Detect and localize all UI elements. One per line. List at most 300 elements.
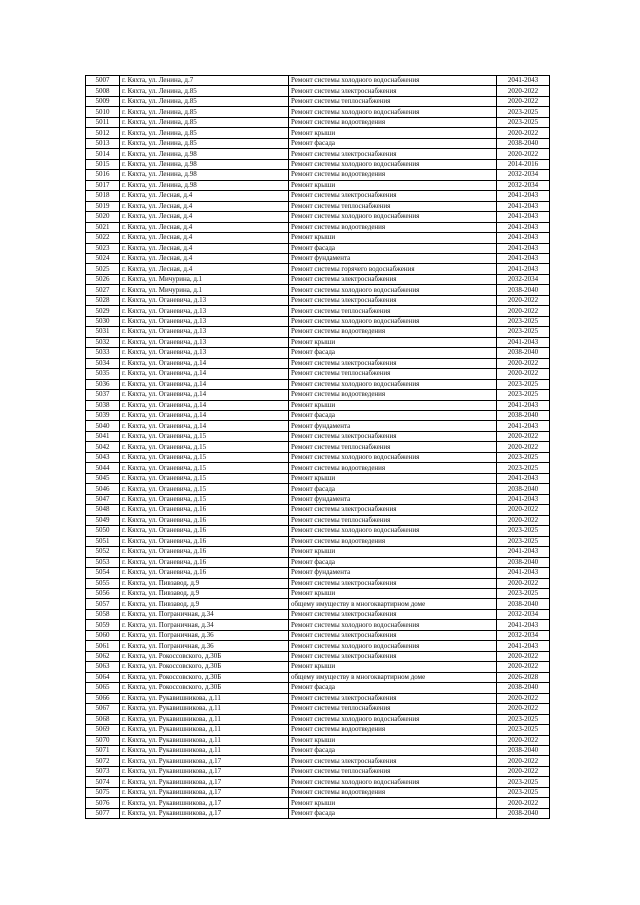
row-number-cell: 5047 — [86, 494, 120, 504]
address-cell: г. Кяхта, ул. Оганевича, д.16 — [120, 536, 289, 546]
row-number-cell: 5015 — [86, 159, 120, 169]
work-type-cell: Ремонт системы водоотведения — [289, 390, 497, 400]
table-row — [86, 107, 550, 117]
row-number-cell: 5024 — [86, 253, 120, 263]
table-body — [86, 76, 550, 819]
years-cell: 2041-2043 — [497, 641, 550, 651]
table-row — [86, 159, 550, 169]
work-type-cell: Ремонт крыши — [289, 798, 497, 808]
row-number-cell: 5055 — [86, 578, 120, 588]
row-number-cell: 5020 — [86, 212, 120, 222]
address-cell: г. Кяхта, ул. Ленина, д.85 — [120, 96, 289, 106]
years-cell: 2041-2043 — [497, 473, 550, 483]
address-cell: г. Кяхта, ул. Оганевича, д.16 — [120, 515, 289, 525]
work-type-cell: Ремонт системы холодного водоснабжения — [289, 379, 497, 389]
work-type-cell: Ремонт системы холодного водоснабжения — [289, 76, 497, 86]
address-cell: г. Кяхта, ул. Мичурина, д.1 — [120, 274, 289, 284]
address-cell: г. Кяхта, ул. Пивзавод, д.9 — [120, 578, 289, 588]
address-cell: г. Кяхта, ул. Рокоссовского, д.30Б — [120, 651, 289, 661]
table-row — [86, 264, 550, 274]
years-cell: 2020-2022 — [497, 662, 550, 672]
table-row — [86, 536, 550, 546]
address-cell: г. Кяхта, ул. Рукавишникова, д.11 — [120, 704, 289, 714]
address-cell: г. Кяхта, ул. Оганевича, д.15 — [120, 442, 289, 452]
address-cell: г. Кяхта, ул. Пивзавод, д.9 — [120, 588, 289, 598]
table-row — [86, 609, 550, 619]
row-number-cell: 5072 — [86, 756, 120, 766]
work-type-cell: Ремонт системы теплоснабжения — [289, 369, 497, 379]
table-row — [86, 557, 550, 567]
address-cell: г. Кяхта, ул. Оганевича, д.15 — [120, 463, 289, 473]
row-number-cell: 5051 — [86, 536, 120, 546]
row-number-cell: 5017 — [86, 180, 120, 190]
table-row — [86, 295, 550, 305]
address-cell: г. Кяхта, ул. Лесная, д.4 — [120, 191, 289, 201]
table-row — [86, 630, 550, 640]
table-row — [86, 672, 550, 682]
years-cell: 2023-2025 — [497, 777, 550, 787]
address-cell: г. Кяхта, ул. Лесная, д.4 — [120, 264, 289, 274]
work-type-cell: Ремонт системы электроснабжения — [289, 651, 497, 661]
table-row — [86, 588, 550, 598]
row-number-cell: 5040 — [86, 421, 120, 431]
address-cell: г. Кяхта, ул. Оганевича, д.13 — [120, 348, 289, 358]
address-cell: г. Кяхта, ул. Ленина, д.7 — [120, 76, 289, 86]
years-cell: 2038-2040 — [497, 808, 550, 818]
table-row — [86, 693, 550, 703]
work-type-cell: Ремонт системы холодного водоснабжения — [289, 714, 497, 724]
address-cell: г. Кяхта, ул. Рукавишникова, д.17 — [120, 787, 289, 797]
address-cell: г. Кяхта, ул. Оганевича, д.16 — [120, 557, 289, 567]
work-type-cell: Ремонт системы теплоснабжения — [289, 96, 497, 106]
work-type-cell: Ремонт системы водоотведения — [289, 463, 497, 473]
row-number-cell: 5050 — [86, 526, 120, 536]
table-row — [86, 369, 550, 379]
row-number-cell: 5076 — [86, 798, 120, 808]
table-row — [86, 233, 550, 243]
table-row — [86, 149, 550, 159]
years-cell: 2020-2022 — [497, 86, 550, 96]
work-type-cell: Ремонт фундамента — [289, 494, 497, 504]
years-cell: 2020-2022 — [497, 735, 550, 745]
table-row — [86, 337, 550, 347]
address-cell: г. Кяхта, ул. Лесная, д.4 — [120, 201, 289, 211]
years-cell: 2041-2043 — [497, 253, 550, 263]
table-row — [86, 327, 550, 337]
row-number-cell: 5061 — [86, 641, 120, 651]
work-type-cell: Ремонт системы холодного водоснабжения — [289, 159, 497, 169]
row-number-cell: 5021 — [86, 222, 120, 232]
row-number-cell: 5046 — [86, 484, 120, 494]
row-number-cell: 5077 — [86, 808, 120, 818]
table-row — [86, 808, 550, 818]
table-row — [86, 798, 550, 808]
table-row — [86, 505, 550, 515]
address-cell: г. Кяхта, ул. Рокоссовского, д.30Б — [120, 683, 289, 693]
years-cell: 2038-2040 — [497, 557, 550, 567]
address-cell: г. Кяхта, ул. Ленина, д.85 — [120, 128, 289, 138]
years-cell: 2020-2022 — [497, 306, 550, 316]
row-number-cell: 5053 — [86, 557, 120, 567]
row-number-cell: 5071 — [86, 746, 120, 756]
address-cell: г. Кяхта, ул. Пограничная, д.34 — [120, 609, 289, 619]
row-number-cell: 5043 — [86, 452, 120, 462]
address-cell: г. Кяхта, ул. Ленина, д.85 — [120, 117, 289, 127]
table-row — [86, 379, 550, 389]
work-type-cell: Ремонт фасада — [289, 808, 497, 818]
table-row — [86, 274, 550, 284]
row-number-cell: 5019 — [86, 201, 120, 211]
row-number-cell: 5052 — [86, 547, 120, 557]
years-cell: 2038-2040 — [497, 599, 550, 609]
address-cell: г. Кяхта, ул. Рукавишникова, д.11 — [120, 693, 289, 703]
years-cell: 2041-2043 — [497, 233, 550, 243]
table-row — [86, 704, 550, 714]
work-type-cell: Ремонт фасада — [289, 411, 497, 421]
years-cell: 2023-2025 — [497, 327, 550, 337]
row-number-cell: 5037 — [86, 390, 120, 400]
row-number-cell: 5069 — [86, 725, 120, 735]
address-cell: г. Кяхта, ул. Рукавишникова, д.17 — [120, 756, 289, 766]
address-cell: г. Кяхта, ул. Оганевича, д.14 — [120, 411, 289, 421]
work-type-cell: Ремонт фундамента — [289, 568, 497, 578]
work-type-cell: общему имуществу в многоквартирном доме — [289, 599, 497, 609]
years-cell: 2020-2022 — [497, 442, 550, 452]
row-number-cell: 5010 — [86, 107, 120, 117]
address-cell: г. Кяхта, ул. Оганевича, д.13 — [120, 306, 289, 316]
work-type-cell: Ремонт системы горячего водоснабжения — [289, 264, 497, 274]
table-row — [86, 683, 550, 693]
years-cell: 2020-2022 — [497, 704, 550, 714]
work-type-cell: Ремонт системы водоотведения — [289, 327, 497, 337]
address-cell: г. Кяхта, ул. Ленина, д.98 — [120, 170, 289, 180]
work-type-cell: Ремонт системы холодного водоснабжения — [289, 316, 497, 326]
address-cell: г. Кяхта, ул. Рукавишникова, д.17 — [120, 766, 289, 776]
table-row — [86, 662, 550, 672]
address-cell: г. Кяхта, ул. Рукавишникова, д.11 — [120, 746, 289, 756]
row-number-cell: 5013 — [86, 138, 120, 148]
table-row — [86, 526, 550, 536]
work-type-cell: Ремонт системы электроснабжения — [289, 609, 497, 619]
work-type-cell: Ремонт системы водоотведения — [289, 222, 497, 232]
work-type-cell: Ремонт системы электроснабжения — [289, 431, 497, 441]
row-number-cell: 5034 — [86, 358, 120, 368]
work-type-cell: Ремонт системы водоотведения — [289, 170, 497, 180]
address-cell: г. Кяхта, ул. Пограничная, д.36 — [120, 641, 289, 651]
address-cell: г. Кяхта, ул. Ленина, д.98 — [120, 149, 289, 159]
work-type-cell: Ремонт системы электроснабжения — [289, 149, 497, 159]
table-row — [86, 76, 550, 86]
work-type-cell: Ремонт фасада — [289, 138, 497, 148]
row-number-cell: 5007 — [86, 76, 120, 86]
years-cell: 2023-2025 — [497, 316, 550, 326]
row-number-cell: 5057 — [86, 599, 120, 609]
work-type-cell: Ремонт системы холодного водоснабжения — [289, 107, 497, 117]
address-cell: г. Кяхта, ул. Оганевича, д.14 — [120, 379, 289, 389]
work-type-cell: Ремонт системы электроснабжения — [289, 295, 497, 305]
row-number-cell: 5030 — [86, 316, 120, 326]
work-type-cell: Ремонт системы электроснабжения — [289, 756, 497, 766]
work-type-cell: Ремонт системы холодного водоснабжения — [289, 285, 497, 295]
table-row — [86, 714, 550, 724]
row-number-cell: 5059 — [86, 620, 120, 630]
table-row — [86, 180, 550, 190]
address-cell: г. Кяхта, ул. Рукавишникова, д.17 — [120, 777, 289, 787]
years-cell: 2023-2025 — [497, 379, 550, 389]
table-row — [86, 641, 550, 651]
years-cell: 2041-2043 — [497, 421, 550, 431]
address-cell: г. Кяхта, ул. Оганевича, д.14 — [120, 369, 289, 379]
work-type-cell: Ремонт системы электроснабжения — [289, 191, 497, 201]
work-type-cell: Ремонт крыши — [289, 180, 497, 190]
years-cell: 2041-2043 — [497, 264, 550, 274]
work-type-cell: Ремонт системы теплоснабжения — [289, 442, 497, 452]
years-cell: 2041-2043 — [497, 191, 550, 201]
table-row — [86, 400, 550, 410]
address-cell: г. Кяхта, ул. Пивзавод, д.9 — [120, 599, 289, 609]
table-row — [86, 316, 550, 326]
table-row — [86, 787, 550, 797]
row-number-cell: 5026 — [86, 274, 120, 284]
row-number-cell: 5075 — [86, 787, 120, 797]
table-row — [86, 253, 550, 263]
address-cell: г. Кяхта, ул. Оганевича, д.14 — [120, 421, 289, 431]
table-row — [86, 515, 550, 525]
row-number-cell: 5025 — [86, 264, 120, 274]
years-cell: 2020-2022 — [497, 369, 550, 379]
table-row — [86, 243, 550, 253]
table-row — [86, 358, 550, 368]
address-cell: г. Кяхта, ул. Оганевича, д.14 — [120, 358, 289, 368]
work-type-cell: Ремонт системы холодного водоснабжения — [289, 641, 497, 651]
years-cell: 2041-2043 — [497, 76, 550, 86]
address-cell: г. Кяхта, ул. Оганевича, д.15 — [120, 431, 289, 441]
years-cell: 2020-2022 — [497, 651, 550, 661]
years-cell: 2020-2022 — [497, 358, 550, 368]
address-cell: г. Кяхта, ул. Рукавишникова, д.11 — [120, 735, 289, 745]
years-cell: 2038-2040 — [497, 285, 550, 295]
row-number-cell: 5060 — [86, 630, 120, 640]
address-cell: г. Кяхта, ул. Рокоссовского, д.30Б — [120, 662, 289, 672]
row-number-cell: 5022 — [86, 233, 120, 243]
years-cell: 2041-2043 — [497, 400, 550, 410]
work-type-cell: Ремонт системы водоотведения — [289, 536, 497, 546]
work-type-cell: Ремонт крыши — [289, 400, 497, 410]
row-number-cell: 5073 — [86, 766, 120, 776]
years-cell: 2023-2025 — [497, 526, 550, 536]
row-number-cell: 5058 — [86, 609, 120, 619]
row-number-cell: 5011 — [86, 117, 120, 127]
work-type-cell: Ремонт системы электроснабжения — [289, 274, 497, 284]
address-cell: г. Кяхта, ул. Оганевича, д.14 — [120, 400, 289, 410]
work-type-cell: Ремонт системы холодного водоснабжения — [289, 526, 497, 536]
work-type-cell: Ремонт системы водоотведения — [289, 725, 497, 735]
table-row — [86, 777, 550, 787]
work-type-cell: Ремонт крыши — [289, 662, 497, 672]
years-cell: 2020-2022 — [497, 756, 550, 766]
table-row — [86, 547, 550, 557]
table-row — [86, 484, 550, 494]
repair-schedule-table — [85, 75, 550, 819]
table-row — [86, 463, 550, 473]
years-cell: 2032-2034 — [497, 180, 550, 190]
row-number-cell: 5074 — [86, 777, 120, 787]
table-row — [86, 766, 550, 776]
years-cell: 2020-2022 — [497, 431, 550, 441]
row-number-cell: 5065 — [86, 683, 120, 693]
address-cell: г. Кяхта, ул. Оганевича, д.15 — [120, 484, 289, 494]
address-cell: г. Кяхта, ул. Мичурина, д.1 — [120, 285, 289, 295]
table-row — [86, 117, 550, 127]
row-number-cell: 5008 — [86, 86, 120, 96]
table-row — [86, 390, 550, 400]
table-row — [86, 442, 550, 452]
work-type-cell: Ремонт системы холодного водоснабжения — [289, 620, 497, 630]
years-cell: 2020-2022 — [497, 766, 550, 776]
work-type-cell: Ремонт фундамента — [289, 253, 497, 263]
work-type-cell: Ремонт системы холодного водоснабжения — [289, 777, 497, 787]
table-row — [86, 411, 550, 421]
years-cell: 2032-2034 — [497, 274, 550, 284]
table-row — [86, 191, 550, 201]
table-row — [86, 746, 550, 756]
years-cell: 2023-2025 — [497, 452, 550, 462]
address-cell: г. Кяхта, ул. Ленина, д.85 — [120, 138, 289, 148]
years-cell: 2041-2043 — [497, 337, 550, 347]
years-cell: 2020-2022 — [497, 798, 550, 808]
row-number-cell: 5056 — [86, 588, 120, 598]
table-row — [86, 128, 550, 138]
row-number-cell: 5038 — [86, 400, 120, 410]
years-cell: 2041-2043 — [497, 212, 550, 222]
work-type-cell: Ремонт системы водоотведения — [289, 117, 497, 127]
years-cell: 2038-2040 — [497, 138, 550, 148]
table-row — [86, 348, 550, 358]
years-cell: 2020-2022 — [497, 96, 550, 106]
row-number-cell: 5041 — [86, 431, 120, 441]
work-type-cell: Ремонт крыши — [289, 588, 497, 598]
address-cell: г. Кяхта, ул. Оганевича, д.13 — [120, 327, 289, 337]
work-type-cell: Ремонт системы электроснабжения — [289, 578, 497, 588]
years-cell: 2038-2040 — [497, 683, 550, 693]
work-type-cell: Ремонт фасада — [289, 557, 497, 567]
row-number-cell: 5031 — [86, 327, 120, 337]
row-number-cell: 5039 — [86, 411, 120, 421]
row-number-cell: 5064 — [86, 672, 120, 682]
work-type-cell: Ремонт фундамента — [289, 421, 497, 431]
years-cell: 2023-2025 — [497, 463, 550, 473]
address-cell: г. Кяхта, ул. Лесная, д.4 — [120, 243, 289, 253]
years-cell: 2041-2043 — [497, 547, 550, 557]
work-type-cell: Ремонт системы холодного водоснабжения — [289, 452, 497, 462]
years-cell: 2041-2043 — [497, 243, 550, 253]
work-type-cell: Ремонт системы теплоснабжения — [289, 306, 497, 316]
address-cell: г. Кяхта, ул. Оганевича, д.16 — [120, 505, 289, 515]
work-type-cell: Ремонт системы электроснабжения — [289, 693, 497, 703]
table-row — [86, 306, 550, 316]
work-type-cell: Ремонт системы теплоснабжения — [289, 766, 497, 776]
work-type-cell: Ремонт крыши — [289, 473, 497, 483]
work-type-cell: Ремонт системы водоотведения — [289, 787, 497, 797]
address-cell: г. Кяхта, ул. Рокоссовского, д.30Б — [120, 672, 289, 682]
row-number-cell: 5032 — [86, 337, 120, 347]
address-cell: г. Кяхта, ул. Оганевича, д.15 — [120, 452, 289, 462]
row-number-cell: 5028 — [86, 295, 120, 305]
address-cell: г. Кяхта, ул. Ленина, д.98 — [120, 159, 289, 169]
work-type-cell: Ремонт фасада — [289, 243, 497, 253]
years-cell: 2023-2025 — [497, 588, 550, 598]
table-row — [86, 201, 550, 211]
address-cell: г. Кяхта, ул. Оганевича, д.16 — [120, 568, 289, 578]
address-cell: г. Кяхта, ул. Оганевича, д.13 — [120, 337, 289, 347]
table-row — [86, 568, 550, 578]
table-row — [86, 725, 550, 735]
work-type-cell: Ремонт фасада — [289, 348, 497, 358]
address-cell: г. Кяхта, ул. Ленина, д.85 — [120, 107, 289, 117]
row-number-cell: 5018 — [86, 191, 120, 201]
years-cell: 2041-2043 — [497, 568, 550, 578]
work-type-cell: Ремонт фасада — [289, 484, 497, 494]
table-row — [86, 431, 550, 441]
document-page — [85, 75, 550, 819]
years-cell: 2038-2040 — [497, 484, 550, 494]
table-row — [86, 212, 550, 222]
years-cell: 2038-2040 — [497, 746, 550, 756]
years-cell: 2026-2028 — [497, 672, 550, 682]
row-number-cell: 5035 — [86, 369, 120, 379]
table-row — [86, 620, 550, 630]
row-number-cell: 5036 — [86, 379, 120, 389]
table-row — [86, 421, 550, 431]
table-row — [86, 578, 550, 588]
row-number-cell: 5044 — [86, 463, 120, 473]
work-type-cell: Ремонт фасада — [289, 683, 497, 693]
years-cell: 2038-2040 — [497, 411, 550, 421]
row-number-cell: 5014 — [86, 149, 120, 159]
years-cell: 2023-2025 — [497, 787, 550, 797]
address-cell: г. Кяхта, ул. Лесная, д.4 — [120, 222, 289, 232]
work-type-cell: Ремонт системы теплоснабжения — [289, 704, 497, 714]
years-cell: 2023-2025 — [497, 725, 550, 735]
work-type-cell: Ремонт системы электроснабжения — [289, 505, 497, 515]
years-cell: 2041-2043 — [497, 494, 550, 504]
work-type-cell: Ремонт системы холодного водоснабжения — [289, 212, 497, 222]
years-cell: 2023-2025 — [497, 117, 550, 127]
address-cell: г. Кяхта, ул. Оганевича, д.16 — [120, 526, 289, 536]
work-type-cell: Ремонт крыши — [289, 233, 497, 243]
years-cell: 2023-2025 — [497, 390, 550, 400]
years-cell: 2032-2034 — [497, 609, 550, 619]
row-number-cell: 5045 — [86, 473, 120, 483]
address-cell: г. Кяхта, ул. Лесная, д.4 — [120, 253, 289, 263]
table-row — [86, 285, 550, 295]
address-cell: г. Кяхта, ул. Ленина, д.98 — [120, 180, 289, 190]
address-cell: г. Кяхта, ул. Оганевича, д.16 — [120, 547, 289, 557]
work-type-cell: Ремонт крыши — [289, 337, 497, 347]
address-cell: г. Кяхта, ул. Оганевича, д.15 — [120, 494, 289, 504]
row-number-cell: 5009 — [86, 96, 120, 106]
row-number-cell: 5042 — [86, 442, 120, 452]
row-number-cell: 5068 — [86, 714, 120, 724]
years-cell: 2020-2022 — [497, 693, 550, 703]
years-cell: 2038-2040 — [497, 348, 550, 358]
table-row — [86, 651, 550, 661]
address-cell: г. Кяхта, ул. Рукавишникова, д.17 — [120, 808, 289, 818]
years-cell: 2020-2022 — [497, 295, 550, 305]
table-row — [86, 473, 550, 483]
years-cell: 2014-2016 — [497, 159, 550, 169]
work-type-cell: Ремонт системы электроснабжения — [289, 86, 497, 96]
